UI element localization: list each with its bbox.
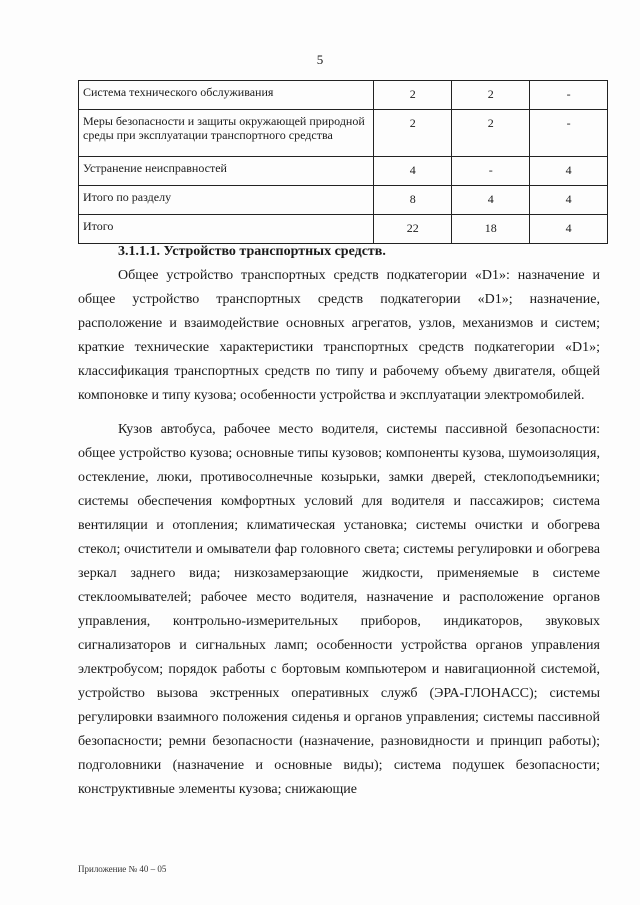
table-cell-value: 2 [452,81,530,110]
table-row [79,110,608,157]
table-cell-topic: Итого [79,215,374,244]
body-text [78,264,600,812]
table-cell-value: 2 [374,81,452,110]
footer-note: Приложение № 40 – 05 [78,864,167,874]
table-cell-value: 2 [452,110,530,157]
hours-table [78,80,608,244]
table-cell-value: 8 [374,186,452,215]
table-cell-value: 4 [530,215,608,244]
table-cell-value: - [452,157,530,186]
table-cell-value: 22 [374,215,452,244]
section-heading: 3.1.1.1. Устройство транспортных средств. [118,244,386,259]
table-cell-value: 4 [452,186,530,215]
table-row [79,186,608,215]
table-cell-value: 4 [530,186,608,215]
paragraph: Кузов автобуса, рабочее место водителя, системы пассивной безопасности: общее устройство кузова; основные типы кузовов; компоненты кузова, шумоизоляция, остекление, люки, противосолнечные козырьки, замки дверей, стеклоподъемники; системы обеспечения комфортных условий для водителя и пассажиров; система вентиляции и отопления; климатическая установка; системы очистки и обогрева стекол; очистители и омыватели фар головного света; системы регулировки и обогрева зеркал заднего вида; низкозамерзающие жидкости, применяемые в системе стеклоомывателей; рабочее место водителя, назначение и расположение органов управления, контрольно-измерительных приборов, индикаторов, звуковых сигнализаторов и сигнальных ламп; особенности устройства органов управления электробусом; порядок работы с бортовым компьютером и навигационной системой, устройство вызова экстренных оперативных служб (ЭРА-ГЛОНАСС); системы регулировки взаимного положения сиденья и органов управления; системы пассивной безопасности; ремни безопасности (назначение, разновидности и принцип работы); подголовники (назначение и основные виды); система подушек безопасности; конструктивные элементы кузова; снижающие [78,422,600,797]
table-cell-value: 18 [452,215,530,244]
table-cell-value: - [530,81,608,110]
table-cell-topic: Меры безопасности и защиты окружающей природной среды при эксплуатации транспортного средства [79,110,374,157]
page-number: 5 [316,52,324,67]
table-row [79,81,608,110]
table-cell-value: - [530,110,608,157]
paragraph: Общее устройство транспортных средств подкатегории «D1»: назначение и общее устройство транспортных средств подкатегории «D1»; назначение, расположение и взаимодействие основных агрегатов, узлов, механизмов и систем; краткие технические характеристики транспортных средств подкатегории «D1»; классификация транспортных средств по типу и рабочему объему двигателя, общей компоновке и типу кузова; особенности устройства и эксплуатации электромобилей. [78,268,600,403]
table-cell-topic: Итого по разделу [79,186,374,215]
table-cell-value: 2 [374,110,452,157]
table-row [79,157,608,186]
table-cell-topic: Система технического обслуживания [79,81,374,110]
table-cell-value: 4 [374,157,452,186]
table-cell-value: 4 [530,157,608,186]
table-row [79,215,608,244]
table-cell-topic: Устранение неисправностей [79,157,374,186]
